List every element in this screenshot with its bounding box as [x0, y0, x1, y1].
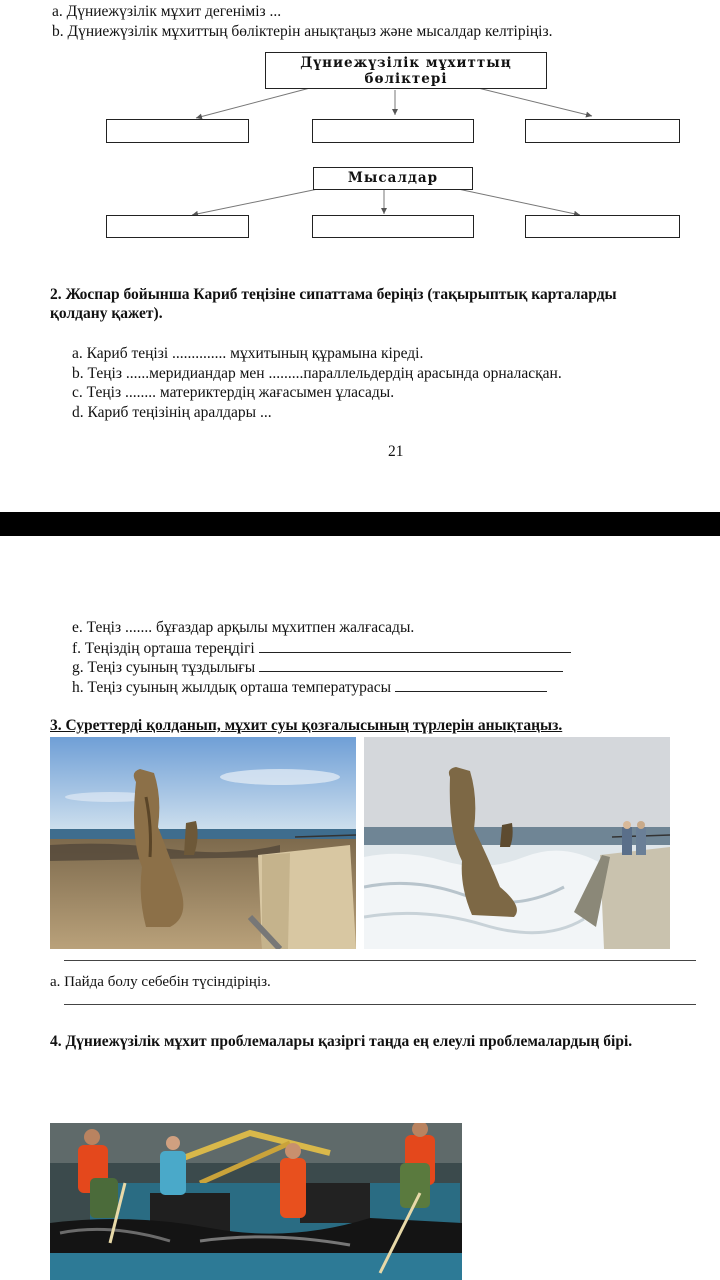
q3-title: 3. Суреттерді қолданып, мұхит суы қозғалысының түрлерін анықтаңыз. [50, 717, 563, 734]
page-separator [0, 512, 720, 536]
q2-item-g-label: g. Теңіз суының тұздылығы [72, 659, 256, 676]
ocean-parts-box-line2: бөліктері [364, 71, 448, 87]
example-box-3[interactable] [525, 215, 680, 238]
ocean-parts-box-line1: Дүниежүзілік мұхиттың [300, 55, 512, 71]
q2-item-g [72, 657, 563, 678]
q3-answer-line-1[interactable] [64, 960, 696, 961]
example-box-2[interactable] [312, 215, 474, 238]
q2-item-f-blank[interactable] [259, 638, 571, 653]
q3-answer-line-2[interactable] [64, 1004, 696, 1005]
arrow-ex-right [458, 189, 580, 215]
q2-item-g-blank[interactable] [259, 657, 563, 672]
q2-item-b: b. Теңіз ......меридиандар мен .........параллельдердің арасында орналасқан. [72, 365, 562, 382]
q2-item-e: e. Теңіз ....... бұғаздар арқылы мұхитпен жалғасады. [72, 619, 415, 636]
arrow-left [196, 88, 310, 118]
answer-box-2[interactable] [312, 119, 474, 143]
ocean-parts-box [265, 52, 547, 89]
example-box-1[interactable] [106, 215, 249, 238]
q2-title-line1: 2. Жоспар бойынша Кариб теңізіне сипаттама беріңіз (тақырыптық карталарды [50, 286, 617, 303]
q2-item-h-label: h. Теңіз суының жылдық орташа температурасы [72, 679, 392, 696]
q2-item-f [72, 638, 571, 659]
page-number: 21 [388, 443, 404, 460]
q2-item-d: d. Кариб теңізінің аралдары ... [72, 404, 272, 421]
arrow-ex-left [192, 189, 318, 215]
high-tide-photo [364, 737, 670, 949]
q2-item-f-label: f. Теңіздің орташа тереңдігі [72, 640, 255, 657]
q2-item-h [72, 677, 547, 698]
examples-box: Мысалдар [313, 167, 473, 190]
oil-spill-cleanup-photo [50, 1123, 462, 1280]
q1-item-b: b. Дүниежүзілік мұхиттың бөліктерін анықтаңыз және мысалдар келтіріңіз. [52, 23, 553, 40]
answer-box-3[interactable] [525, 119, 680, 143]
q2-item-a: a. Кариб теңізі .............. мұхитының құрамына кіреді. [72, 345, 424, 362]
q2-item-h-blank[interactable] [395, 677, 547, 692]
q1-item-a: a. Дүниежүзілік мұхит дегеніміз ... [52, 3, 282, 20]
arrow-right [478, 88, 592, 116]
low-tide-photo [50, 737, 356, 949]
q3-item-a: a. Пайда болу себебін түсіндіріңіз. [50, 974, 271, 990]
q2-item-c: c. Теңіз ........ материктердің жағасымен ұласады. [72, 384, 395, 401]
q4-title: 4. Дүниежүзілік мұхит проблемалары қазіргі таңда ең елеулі проблемалардың бірі. [50, 1033, 633, 1050]
answer-box-1[interactable] [106, 119, 249, 143]
q2-title-line2: қолдану қажет). [50, 305, 163, 322]
